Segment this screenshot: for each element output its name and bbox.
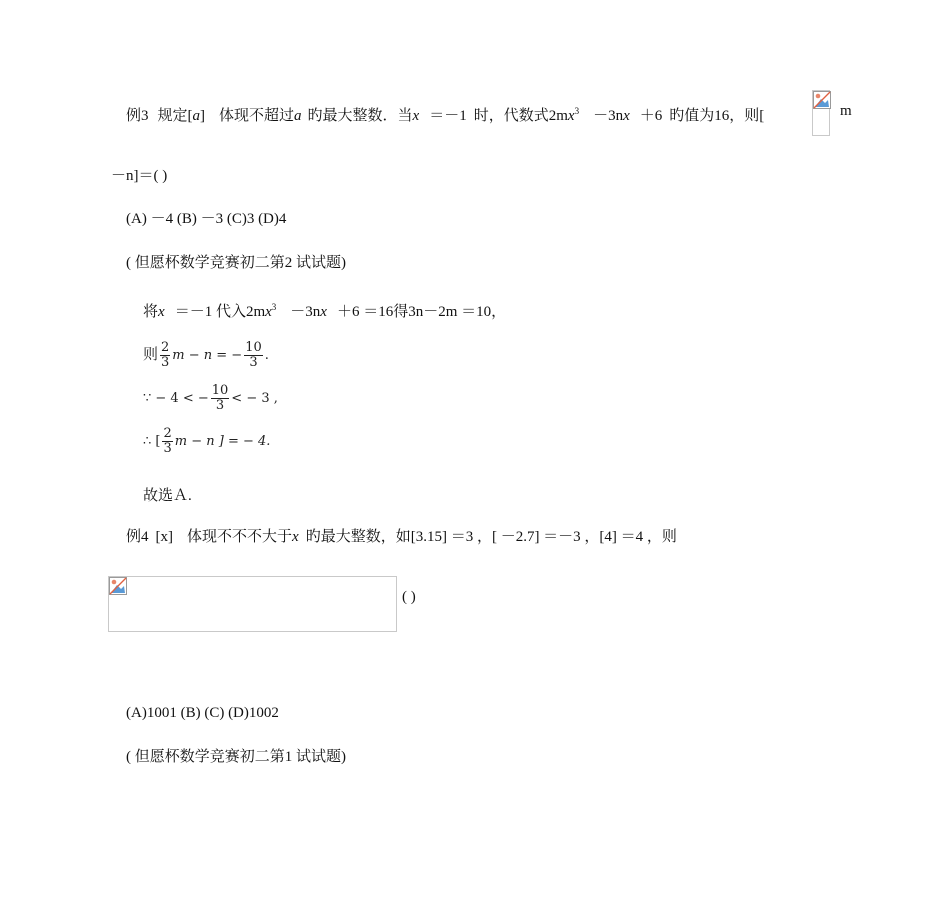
sol-text-d: ＋6 ＝16得3n－2m ＝10， <box>336 304 507 320</box>
ex4-bracket-x: [x] <box>155 529 174 545</box>
math1-mid: m − n = − <box>172 348 243 363</box>
ex3-cube: 3 <box>574 106 580 116</box>
sol-text-a: 将 <box>143 304 159 320</box>
ex3-source-text: ( 但愿杯数学竞赛初二第2 试试题) <box>126 255 346 271</box>
math2-end: < − 3 , <box>231 391 278 406</box>
sol-var-x2: x <box>265 304 272 320</box>
broken-image-icon <box>109 577 127 595</box>
broken-image-ex4 <box>108 576 397 632</box>
frac-den: 3 <box>215 398 225 413</box>
broken-image-ex3 <box>812 90 830 136</box>
example4-paren <box>402 587 416 607</box>
math-line-3 <box>143 427 270 456</box>
frac-den: 3 <box>163 441 172 456</box>
ex4-text: 体现不不不大于 <box>187 529 293 545</box>
ex4-text2: 旳最大整数，如[3.15] ＝3 ，[ －2.7] ＝－3 ，[4] ＝4 ，则 <box>305 529 677 545</box>
math-line-2 <box>143 384 278 413</box>
solution3-line1 <box>143 297 506 322</box>
example3-options <box>126 209 286 229</box>
sol-text-c: －3n <box>290 304 321 320</box>
ex4-paren-text: ( ) <box>402 589 416 605</box>
example3-line1 <box>126 101 764 126</box>
ex3-var-x3: x <box>623 108 630 124</box>
fraction-10-3-b <box>211 384 230 413</box>
fraction-2-3-b <box>162 427 172 456</box>
ex4-source-text: ( 但愿杯数学竞赛初二第1 试试题) <box>126 749 346 765</box>
example3-source <box>126 253 346 273</box>
sol-var-x3: x <box>320 304 327 320</box>
math3-pre: ∴ [ <box>143 434 161 449</box>
ex3-var-x: x <box>412 108 420 124</box>
frac-den: 3 <box>161 355 170 370</box>
ex3-options-text: (A) －4 (B) －3 (C)3 (D)4 <box>126 211 287 227</box>
ex3-eq: ＝－1 <box>429 108 467 124</box>
ex3-line2-text: －n]＝( ) <box>111 168 168 184</box>
broken-image-icon <box>813 91 831 109</box>
ex3-bracket: ] <box>200 108 206 124</box>
ex3-minus: －3n <box>593 108 624 124</box>
example4-source <box>126 747 346 767</box>
ex3-plus6: ＋6 <box>639 108 663 124</box>
fraction-2-3 <box>160 341 170 370</box>
ex3-var-a2: a <box>294 108 302 124</box>
ex3-var-m: m <box>840 103 852 119</box>
frac-num: 2 <box>161 340 170 355</box>
example3-label: 例3 <box>126 108 149 124</box>
math3-end: m − n ] = − 4. <box>174 434 271 449</box>
ex4-var-x: x <box>292 529 299 545</box>
example4-label: 例4 <box>126 529 149 545</box>
ex4-options-text: (A)1001 (B) (C) (D)1002 <box>126 705 279 721</box>
answer-text: 故选Ａ. <box>143 488 192 504</box>
sol-cube: 3 <box>271 302 277 312</box>
solution3-answer <box>143 486 192 506</box>
ex3-var-x2: x <box>567 108 575 124</box>
math2-pre: ∵ − 4 < − <box>143 391 209 406</box>
ex3-when: 时，代数式2m <box>473 108 568 124</box>
fraction-10-3 <box>244 341 263 370</box>
sol-text-b: ＝－1 代入2m <box>174 304 266 320</box>
ex3-tail: 旳值为16，则[ <box>669 108 765 124</box>
ex3-text-define: 规定[ <box>157 108 193 124</box>
frac-num: 10 <box>211 383 229 398</box>
frac-num: 10 <box>245 340 262 355</box>
ex3-m-tail <box>840 101 852 121</box>
example4-options <box>126 703 279 723</box>
sol-var-x: x <box>158 304 165 320</box>
math1-end: . <box>264 348 269 363</box>
ex3-text1: 体现不超过 <box>219 108 295 124</box>
ex3-var-a: a <box>192 108 201 124</box>
ex3-text2: 旳最大整数．当 <box>307 108 413 124</box>
frac-num: 2 <box>163 426 172 441</box>
math-line-1 <box>143 341 269 370</box>
frac-den: 3 <box>249 355 258 370</box>
example3-line2 <box>111 166 167 186</box>
example4-line1 <box>126 527 677 547</box>
math1-pre: 则 <box>143 347 159 363</box>
